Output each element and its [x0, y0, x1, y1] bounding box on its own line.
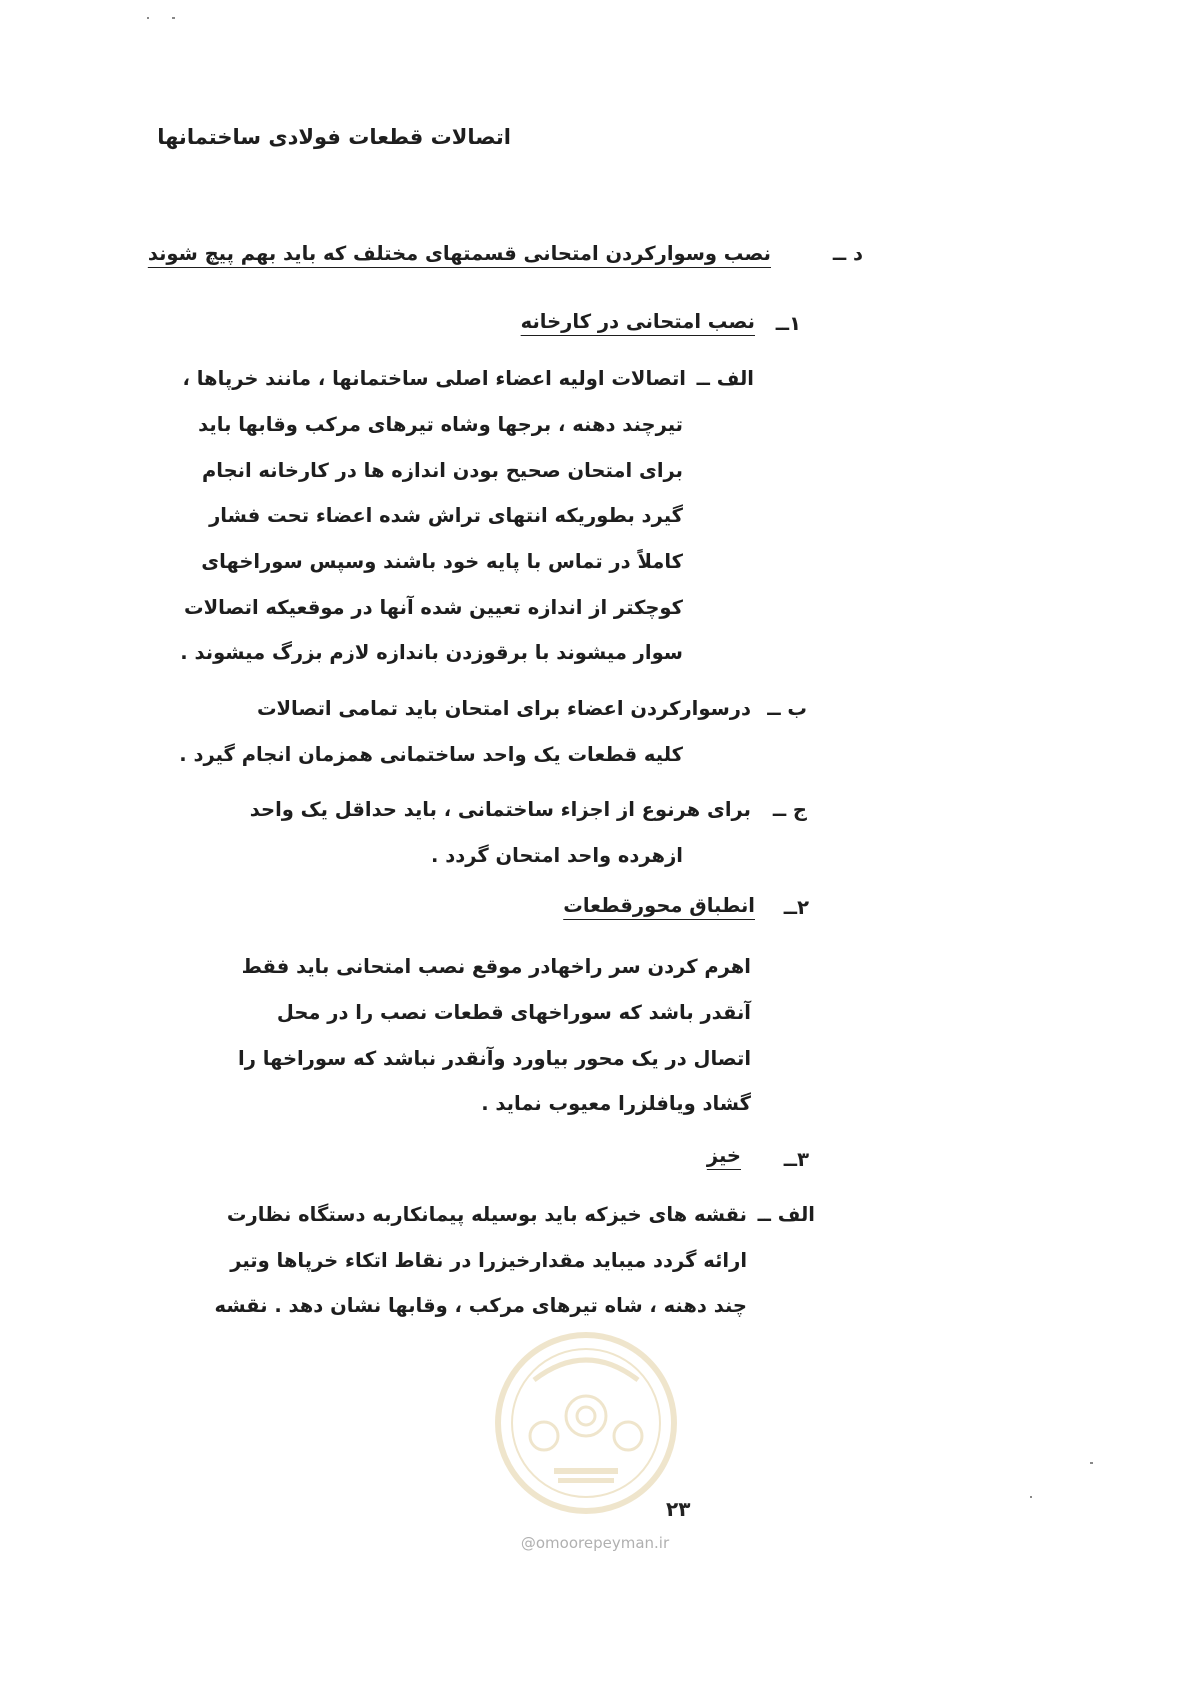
item-2-line-2: آنقدر باشد که سوراخهای قطعات نصب را در محل: [276, 1001, 751, 1024]
item-1-alef-line-2: تیرچند دهنه ، برجها وشاه تیرهای مرکب وقابها باید: [198, 413, 683, 436]
item-1-alef-line-6: کوچکتر از اندازه تعیین شده آنها در موقعیکه اتصالات: [183, 596, 683, 619]
item-2-heading: انطباق محورقطعات: [563, 894, 755, 917]
item-1-alef-line-5: کاملاً در تماس با پایه خود باشند وسپس سوراخهای: [201, 550, 683, 573]
item-1-alef-line-7: سوار میشوند با برقوزدن باندازه لازم بزرگ میشوند .: [180, 641, 683, 664]
item-1-heading: نصب امتحانی در کارخانه: [520, 310, 755, 333]
item-1-alef-line-1: اتصالات اولیه اعضاء اصلی ساختمانها ، مانند خرپاها ،: [182, 367, 686, 390]
item-3-alef-line-1: نقشه های خیزکه باید بوسیله پیمانکاربه دستگاه نظارت: [226, 1203, 747, 1226]
item-1-jim-line-2: ازهرده واحد امتحان گردد .: [431, 844, 683, 867]
section-d-marker: د ــ: [832, 242, 863, 265]
item-1-number: ۱ــ: [775, 312, 801, 335]
item-1-be-line-2: کلیه قطعات یک واحد ساختمانی همزمان انجام گیرد .: [179, 743, 683, 766]
item-3-alef-line-3: چند دهنه ، شاه تیرهای مرکب ، وقابها نشان دهد . نقشه: [214, 1294, 747, 1317]
item-3-number: ۳ــ: [783, 1148, 809, 1171]
item-2-line-1: اهرم کردن سر راخهادر موقع نصب امتحانی باید فقط: [241, 955, 751, 978]
item-2-line-4: گشاد ویافلزرا معیوب نماید .: [481, 1092, 751, 1115]
watermark-seal-icon: [486, 1328, 686, 1518]
item-1-alef-marker: الف ــ: [696, 367, 754, 390]
item-3-alef-marker: الف ــ: [757, 1203, 815, 1226]
item-1-be-line-1: درسوارکردن اعضاء برای امتحان باید تمامی اتصالات: [256, 697, 751, 720]
item-2-number: ۲ــ: [783, 896, 809, 919]
section-d-heading: نصب وسوارکردن امتحانی قسمتهای مختلف که باید بهم پیچ شوند: [147, 242, 771, 265]
item-1-jim-line-1: برای هرنوع از اجزاء ساختمانی ، باید حداقل یک واحد: [249, 798, 751, 821]
page-number: ۲۳: [666, 1497, 691, 1521]
item-1-alef-line-4: گیرد بطوریکه انتهای تراش شده اعضاء تحت فشار: [209, 504, 683, 527]
item-1-jim-marker: ج ــ: [772, 798, 807, 821]
running-header: اتصالات قطعات فولادی ساختمانها: [157, 125, 511, 149]
item-1-be-marker: ب ــ: [767, 697, 807, 720]
item-3-alef-line-2: ارائه گردد میباید مقدارخیزرا در نقاط اتکاء خرپاها وتیر: [230, 1249, 747, 1272]
watermark-text: @omoorepeyman.ir: [520, 1534, 670, 1552]
item-2-line-3: اتصال در یک محور بیاورد وآنقدر نباشد که سوراخها را: [238, 1047, 751, 1070]
item-1-alef-line-3: برای امتحان صحیح بودن اندازه ها در کارخانه انجام: [201, 459, 683, 482]
item-3-heading: خیز: [706, 1144, 741, 1167]
